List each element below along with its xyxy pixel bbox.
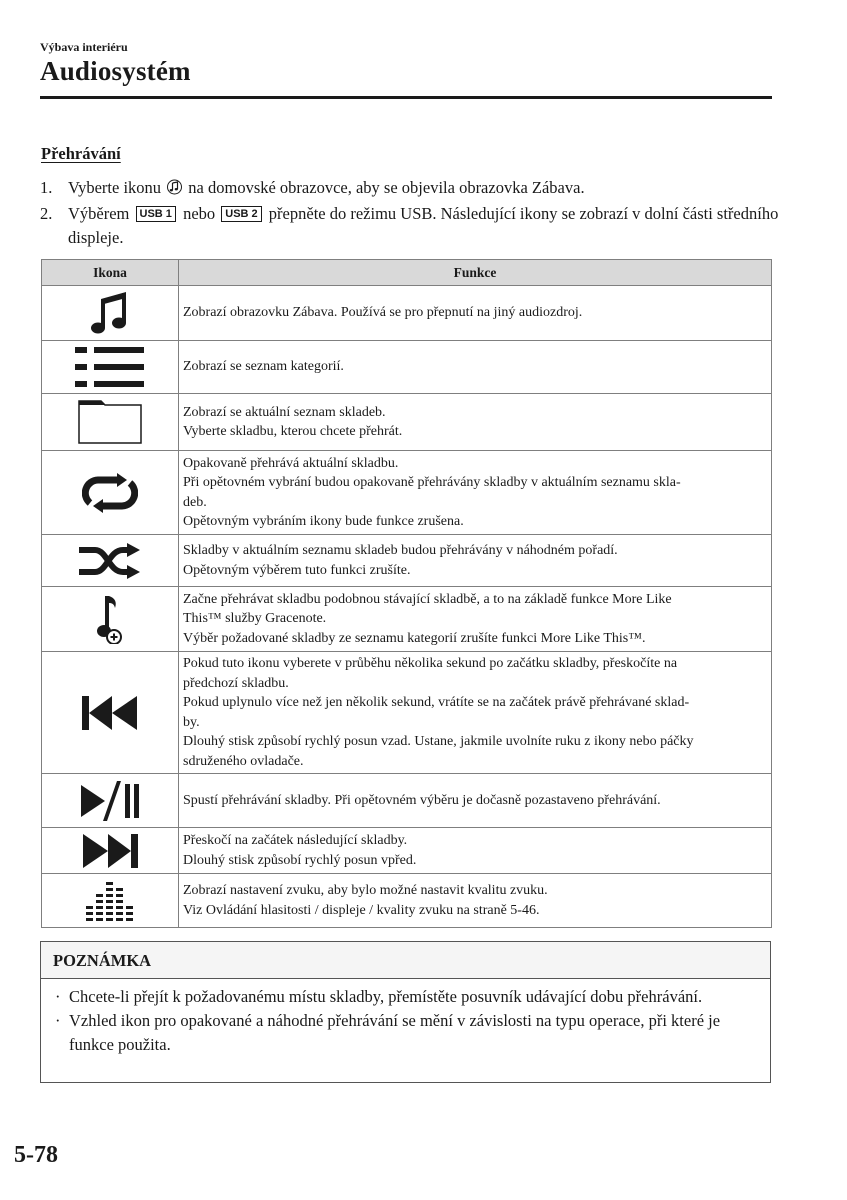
table-header-row <box>42 260 772 286</box>
equalizer-icon <box>86 881 134 921</box>
note-item <box>55 985 760 1009</box>
shuffle-icon <box>79 543 141 579</box>
subheading: Přehrávání <box>41 144 121 163</box>
function-text: Zobrazí se seznam kategorií. <box>179 341 772 394</box>
icon-cell <box>42 652 179 774</box>
function-text: Skladby v aktuálním seznamu skladeb budou přehrávány v náhodném pořadí. Opětovným výběrem tuto funkci zrušíte. <box>179 535 772 587</box>
function-text: Přeskočí na začátek následující skladby. Dlouhý stisk způsobí rychlý posun vpřed. <box>179 828 772 874</box>
page-number: 5-78 <box>14 1142 58 1168</box>
icon-cell <box>42 341 179 394</box>
icon-cell <box>42 451 179 535</box>
note-item <box>55 1009 760 1057</box>
icon-cell <box>42 828 179 874</box>
table-row <box>42 828 772 874</box>
usb2-badge: USB 2 <box>221 206 261 222</box>
icon-cell <box>42 874 179 928</box>
bullet: · <box>55 1011 61 1030</box>
icon-cell <box>42 286 179 341</box>
step-text-part: Výběrem <box>68 204 134 223</box>
table-row <box>42 774 772 828</box>
step-text <box>68 202 780 250</box>
next-track-icon <box>82 834 138 868</box>
table-row <box>42 286 772 341</box>
function-text: Zobrazí obrazovku Zábava. Používá se pro přepnutí na jiný audiozdroj. <box>179 286 772 341</box>
step-text-part: přepněte do režimu USB. Následující ikony se zobrazí v dolní části středního displeje. <box>68 204 779 247</box>
table-row <box>42 587 772 652</box>
list-icon <box>75 345 145 389</box>
previous-track-icon <box>82 696 138 730</box>
step-text-part: na domovské obrazovce, aby se objevila obrazovka Zábava. <box>188 178 585 197</box>
note-item-text: Vzhled ikon pro opakované a náhodné přehrávání se mění v závislosti na typu operace, při které je funkce použita. <box>69 1011 721 1054</box>
function-text: Zobrazí se aktuální seznam skladeb. Vyberte skladbu, kterou chcete přehrát. <box>179 394 772 451</box>
step-1 <box>40 176 780 202</box>
repeat-icon <box>82 473 138 513</box>
more-like-this-icon <box>95 594 125 644</box>
section-label: Výbava interiéru <box>40 40 128 54</box>
icon-cell <box>42 774 179 828</box>
step-text <box>68 176 585 202</box>
step-text-part: Vyberte ikonu <box>68 178 166 197</box>
column-header-icon: Ikona <box>42 260 179 286</box>
note-box <box>40 941 771 1083</box>
icon-cell <box>42 394 179 451</box>
play-pause-icon <box>79 781 141 821</box>
function-text: Spustí přehrávání skladby. Při opětovném výběru je dočasně pozastaveno přehrávání. <box>179 774 772 828</box>
page-title: Audiosystém <box>40 56 191 86</box>
function-text: Opakovaně přehrává aktuální skladbu. Při opětovném vybrání budou opakovaně přehrávány skladby v aktuálním seznamu skla- deb. Opětovným vybráním ikony bude funkce zrušena. <box>179 451 772 535</box>
function-text: Pokud tuto ikonu vyberete v průběhu několika sekund po začátku skladby, přeskočíte na předchozí skladbu. Pokud uplynulo více než jen několik sekund, vrátíte se na začátek právě přehrávané sklad- by. Dlouhý stisk způsobí rychlý posun vzad. Ustane, jakmile uvolníte ruku z ikony nebo páčky sdruženého ovladače. <box>179 652 772 774</box>
bullet: · <box>55 987 61 1006</box>
table-row <box>42 394 772 451</box>
icon-cell <box>42 587 179 652</box>
music-note-icon <box>167 178 182 202</box>
table-row <box>42 874 772 928</box>
table-row <box>42 451 772 535</box>
note-item-text: Chcete-li přejít k požadovanému místu skladby, přemístěte posuvník udávající dobu přehrávání. <box>69 987 703 1006</box>
column-header-function: Funkce <box>179 260 772 286</box>
step-number: 1. <box>40 178 53 197</box>
title-divider <box>40 96 772 99</box>
function-text: Zobrazí nastavení zvuku, aby bylo možné nastavit kvalitu zvuku. Viz Ovládání hlasitosti / displeje / kvality zvuku na straně 5-46. <box>179 874 772 928</box>
note-list <box>41 979 770 1057</box>
step-number: 2. <box>40 204 53 223</box>
table-row <box>42 535 772 587</box>
folder-icon <box>77 399 143 445</box>
function-text: Začne přehrávat skladbu podobnou stávající skladbě, a to na základě funkce More Like This™ služby Gracenote. Výběr požadované skladby ze seznamu kategorií zrušíte funkci More Like This™. <box>179 587 772 652</box>
music-note-icon <box>88 290 132 336</box>
table-row <box>42 341 772 394</box>
step-text-part: nebo <box>178 204 220 223</box>
step-2 <box>40 202 780 250</box>
usb1-badge: USB 1 <box>136 206 176 222</box>
note-title: POZNÁMKA <box>41 942 770 979</box>
table-row <box>42 652 772 774</box>
icon-cell <box>42 535 179 587</box>
icon-function-table <box>41 259 772 928</box>
steps-list <box>40 176 780 250</box>
